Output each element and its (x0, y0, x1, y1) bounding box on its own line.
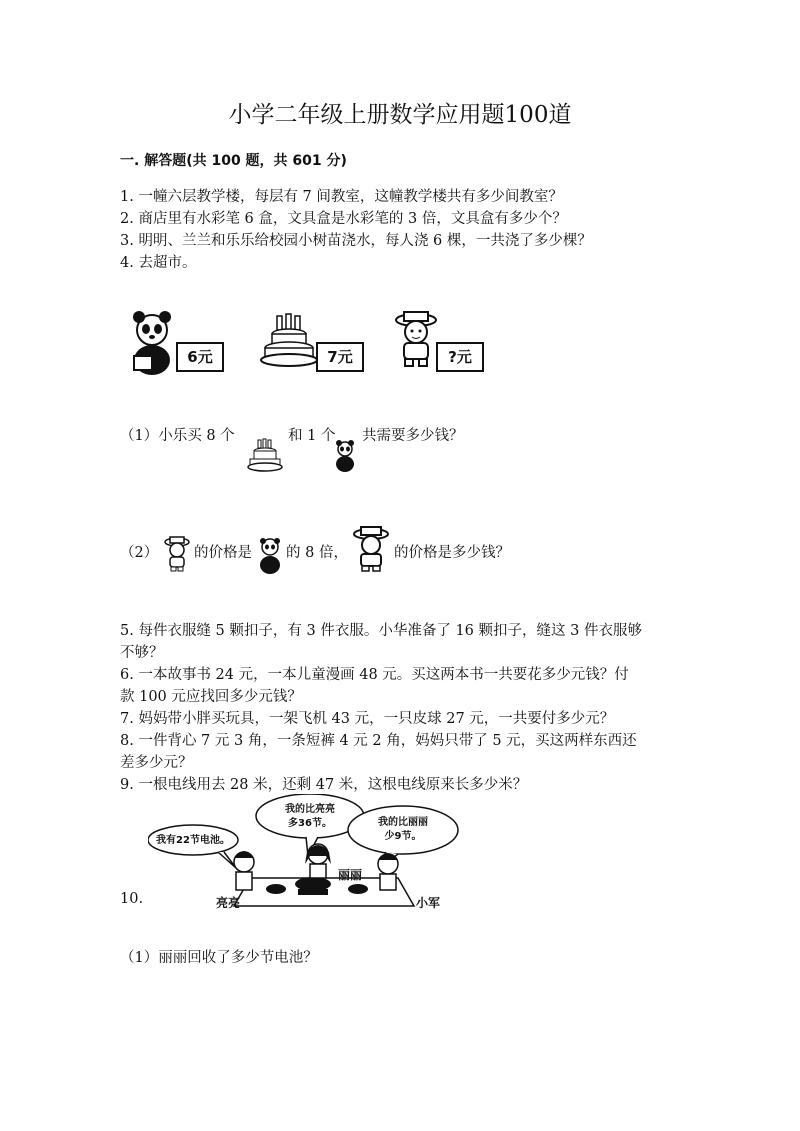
question-8-line1: 8. 一件背心 7 元 3 角，一条短裤 4 元 2 角，妈妈只带了 5 元，买这两样东西还 (120, 733, 637, 749)
panda-icon (258, 538, 282, 574)
question-6-line1: 6. 一本故事书 24 元，一本儿童漫画 48 元。买这两本书一共要花多少元钱？付 (120, 667, 629, 683)
name-liangliang: 亮亮 (216, 896, 241, 910)
panda-icon (334, 440, 356, 472)
question-3: 3. 明明、兰兰和乐乐给校园小树苗浇水，每人浇 6 棵，一共浇了多少棵？ (120, 233, 592, 249)
question-10-number: 10. (120, 891, 144, 907)
question-7: 7. 妈妈带小胖买玩具，一架飞机 43 元，一只皮球 27 元，一共要付多少元？ (120, 711, 615, 727)
question-9: 9. 一根电线用去 28 米，还剩 47 米，这根电线原来长多少米？ (120, 777, 528, 793)
section-heading: 一. 解答题(共 100 题，共 601 分) (120, 153, 347, 169)
question-2: 2. 商店里有水彩笔 6 盒，文具盒是水彩笔的 3 倍，文具盒有多少个？ (120, 211, 567, 227)
q10-sub1: （1）丽丽回收了多少节电池？ (120, 950, 318, 966)
price-tag-doll: ?元 (436, 342, 484, 372)
panda-item (128, 308, 228, 376)
q4-sub1-text-a: （1）小乐买 8 个 (120, 428, 235, 444)
question-4: 4. 去超市。 (120, 255, 197, 271)
girl-doll-icon (163, 536, 191, 572)
girl-doll-icon (352, 526, 390, 572)
battery-illustration (148, 794, 468, 914)
q4-sub2-text-a: （2） (120, 545, 159, 561)
name-lili: 丽丽 (338, 868, 363, 882)
cake-item (260, 312, 370, 376)
q4-sub1-text-b: 和 1 个 (288, 428, 336, 444)
panda-icon (128, 308, 178, 376)
cake-icon (260, 312, 318, 368)
doll-item (392, 310, 492, 376)
question-8-line2: 差多少元？ (120, 755, 193, 771)
bubble-lili-line2: 多36节。 (288, 818, 332, 829)
bubble-lili-line1: 我的比亮亮 (285, 804, 335, 815)
question-5-line2: 不够？ (120, 645, 164, 661)
price-tag-cake: 7元 (316, 342, 364, 372)
q4-sub1-text-c: 共需要多少钱？ (362, 428, 464, 444)
bubble-xiaojun-line2: 少9节。 (384, 831, 422, 842)
q4-sub2-text-b: 的价格是 (194, 545, 252, 561)
girl-doll-icon (392, 310, 440, 368)
price-tag-panda: 6元 (176, 342, 224, 372)
q4-sub2-text-c: 的 8 倍， (286, 545, 348, 561)
question-5-line1: 5. 每件衣服缝 5 颗扣子，有 3 件衣服。小华准备了 16 颗扣子，缝这 3 件衣服够 (120, 623, 642, 639)
question-6-line2: 款 100 元应找回多少元钱？ (120, 689, 302, 705)
bubble-liangliang: 我有22节电池。 (156, 835, 230, 846)
bubble-xiaojun-line1: 我的比丽丽 (378, 817, 428, 828)
q4-sub2-text-d: 的价格是多少钱？ (394, 545, 510, 561)
question-1: 1. 一幢六层教学楼，每层有 7 间教室，这幢教学楼共有多少间教室？ (120, 189, 563, 205)
page-title: 小学二年级上册数学应用题100道 (228, 102, 572, 128)
name-xiaojun: 小军 (416, 896, 441, 910)
cake-icon (247, 438, 283, 472)
